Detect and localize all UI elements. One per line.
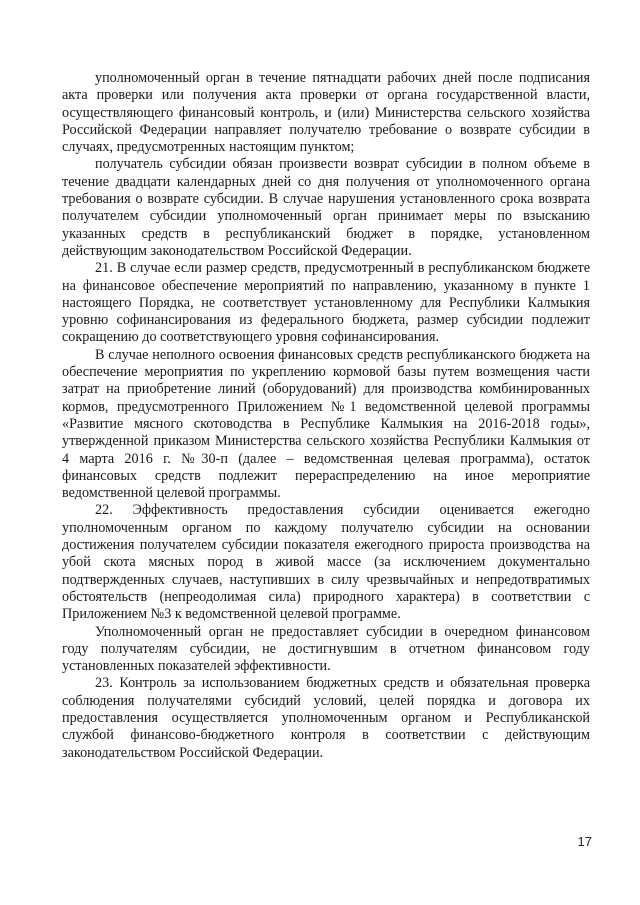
- document-body: [62, 70, 590, 762]
- paragraph-no-subsidy: Уполномоченный орган не предоставляет субсидии в очередном финансовом году получателям субсидии, не достигнувшим в отчетном финансовом году установленных показателей эффективности.: [62, 623, 590, 675]
- paragraph-clause-23: 23. Контроль за использованием бюджетных средств и обязательная проверка соблюдения получателями субсидий условий, целей порядка и договора их предоставления осуществляется уполномоченным органом и Республиканской службой финансово-бюджетного контроля в соответствии с действующим законодательством Российской Федерации.: [62, 675, 590, 761]
- paragraph-clause-21: 21. В случае если размер средств, предусмотренный в республиканском бюджете на финансовое обеспечение мероприятий по направлению, указанному в пункте 1 настоящего Порядка, не соответствует установленному для Республики Калмыкия уровню софинансирования из федерального бюджета, размер субсидии подлежит сокращению до соответствующего уровня софинансирования.: [62, 260, 590, 346]
- paragraph-partial-spending: В случае неполного освоения финансовых средств республиканского бюджета на обеспечение мероприятия по укреплению кормовой базы путем возмещения части затрат на приобретение линий (оборудований) для производства комбинированных кормов, предусмотренного Приложением №1 ведомственной целевой программы «Развитие мясного скотоводства в Республике Калмыкия на 2016-2018 годы», утвержденной приказом Министерства сельского хозяйства Республики Калмыкия от 4 марта 2016 г. №30-п (далее – ведомственная целевая программа), остаток финансовых средств подлежит перераспределению на иное мероприятие ведомственной целевой программы.: [62, 346, 590, 502]
- paragraph-return-deadline: получатель субсидии обязан произвести возврат субсидии в полном объеме в течение двадцати календарных дней со дня получения от уполномоченного органа требования о возврате субсидии. В случае нарушения установленного срока возврата получателем субсидии уполномоченный орган принимает меры по взысканию указанных средств в республиканский бюджет в порядке, установленном действующим законодательством Российской Федерации.: [62, 156, 590, 259]
- paragraph-return-requirement: уполномоченный орган в течение пятнадцати рабочих дней после подписания акта проверки или получения акта проверки от органа государственной власти, осуществляющего финансовый контроль, и (или) Министерства сельского хозяйства Российской Федерации направляет получателю требование о возврате субсидии в случаях, предусмотренных настоящим пунктом;: [62, 70, 590, 156]
- paragraph-clause-22: 22. Эффективность предоставления субсидии оценивается ежегодно уполномоченным органом по каждому получателю субсидии на основании достижения получателем субсидии показателя ежегодного прироста производства на убой скота мясных пород в живой массе (за исключением документально подтвержденных случаев, наступивших в силу чрезвычайных и непредотвратимых обстоятельств (непреодолимая сила) природного характера) в соответствии с Приложением №3 к ведомственной целевой программе.: [62, 502, 590, 623]
- page-number: 17: [577, 834, 592, 849]
